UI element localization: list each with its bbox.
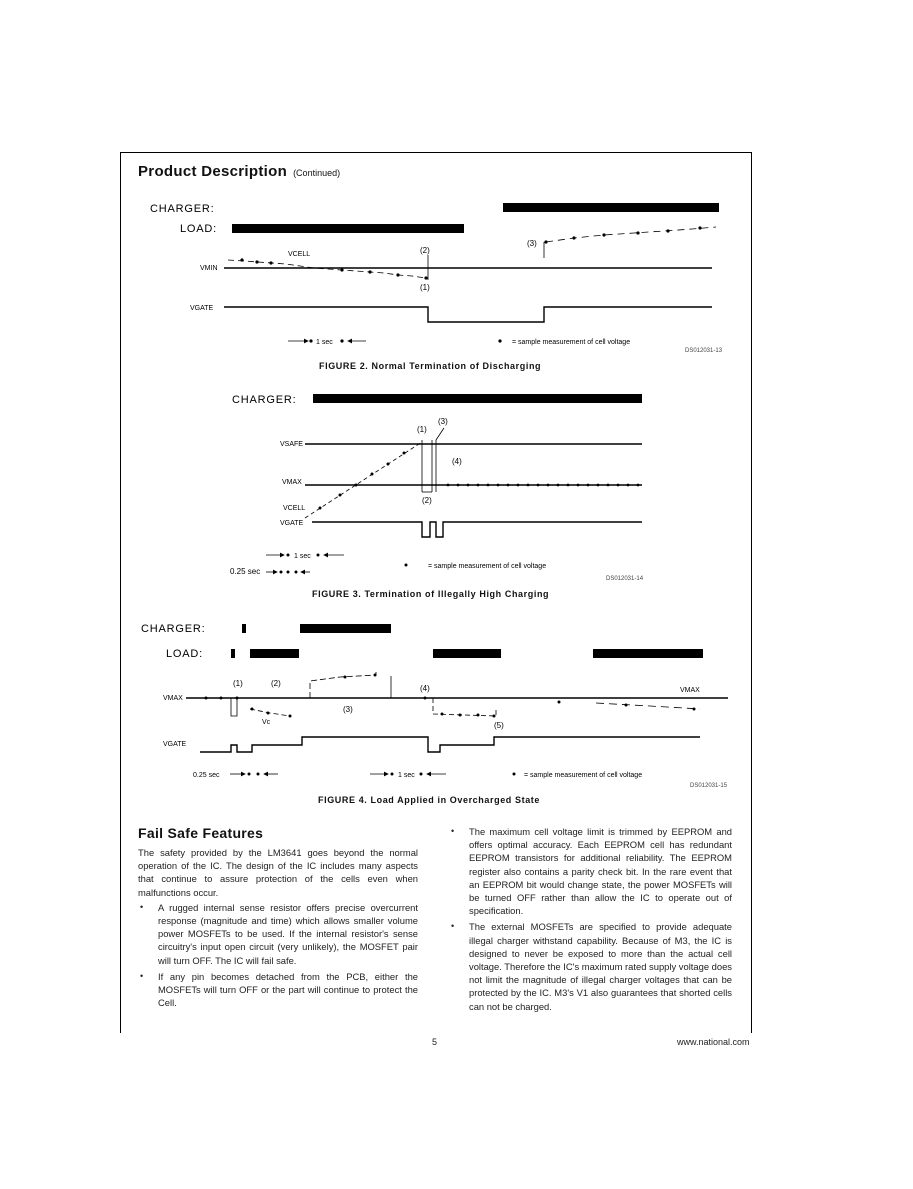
- fail-safe-right-column: [449, 825, 732, 1016]
- fig2-rise-trace: [546, 227, 716, 242]
- fig3-timing-top: 1 sec: [294, 553, 311, 560]
- fig3-charger-label: CHARGER:: [232, 394, 297, 406]
- fig4-dip-trace: [250, 709, 290, 716]
- fig2-marker-1: (1): [420, 283, 430, 292]
- fig3-vmax-label: VMAX: [282, 479, 302, 486]
- figure-3: [230, 394, 644, 582]
- fig3-charger-bar: [313, 394, 642, 403]
- footer-url[interactable]: www.national.com: [677, 1037, 750, 1047]
- bullet-item: • The external MOSFETs are specified to provide adequate illegal charger withstand capability. Because of M3, the IC is designed to never be exposed to more than the actual cell voltage. Therefore the IC's maximum rated supply voltage does not limit the magnitude of illegal charger voltages that can be protected by the IC. M3's V1 also guarantees that shorted cells can not be charged.: [451, 921, 732, 1012]
- fig2-marker-2: (2): [420, 246, 430, 255]
- fig4-vmax-label: VMAX: [163, 695, 183, 702]
- fig4-charger-label: CHARGER:: [141, 623, 206, 635]
- fig4-load-bar-4: [593, 649, 703, 658]
- fig4-marker-5: (5): [494, 721, 504, 730]
- fig3-vgate-label: VGATE: [280, 520, 304, 527]
- header-title: Product Description: [138, 163, 288, 180]
- fig4-vc-label: Vc: [262, 719, 271, 726]
- fig4-code: DS012031-15: [690, 783, 728, 789]
- fail-safe-intro: The safety provided by the LM3641 goes beyond the normal operation of the IC. The design of the IC includes many aspects that continue to assure protection of the cells even when malfunctions occur.: [138, 847, 418, 898]
- fig4-legend-dot: [513, 773, 516, 776]
- fig3-marker-4: (4): [452, 457, 462, 466]
- fig2-vcell-label: VCELL: [288, 251, 311, 258]
- fig4-marker-2: (2): [271, 679, 281, 688]
- fig3-marker-2: (2): [422, 496, 432, 505]
- fail-safe-left-bullets: [138, 901, 418, 1010]
- fig4-vgate-label: VGATE: [163, 741, 187, 748]
- figure-2-caption: FIGURE 2. Normal Termination of Discharging: [319, 361, 542, 371]
- header-continued: (Continued): [293, 168, 341, 178]
- fig3-vsafe-label: VSAFE: [280, 441, 303, 448]
- figure-4-caption: FIGURE 4. Load Applied in Overcharged State: [318, 795, 541, 805]
- fig4-marker-4: (4): [420, 684, 430, 693]
- bullet-item: • The maximum cell voltage limit is trimmed by EEPROM and offers optimal accuracy. Each EEPROM cell has redundant EEPROM transistors for additional reliability. The EEPROM register also contains a parity check bit. In the rare event that an EEPROM bit would change state, the power MOSFETs will be turned OFF rather than allow the IC to operate out of specification.: [451, 826, 732, 917]
- fig4-vmax-right-label: VMAX: [680, 687, 700, 694]
- fig2-load-label: LOAD:: [180, 223, 218, 235]
- fig2-load-bar: [232, 224, 464, 233]
- figure-2: [150, 203, 723, 354]
- fail-safe-left-column: [138, 846, 418, 1012]
- fig2-vgate-trace: [224, 307, 712, 322]
- fail-safe-title: Fail Safe Features: [138, 825, 264, 841]
- fig4-timing-mid: 1 sec: [398, 772, 415, 779]
- fig3-legend: = sample measurement of cell voltage: [428, 563, 547, 570]
- fig4-load-bar-1: [231, 649, 235, 658]
- fig4-marker-1: (1): [233, 679, 243, 688]
- fig2-vgate-label: VGATE: [190, 305, 214, 312]
- fig2-legend: = sample measurement of cell voltage: [512, 339, 631, 346]
- fig4-final-trace: [596, 703, 700, 709]
- fig4-marker-3: (3): [343, 705, 353, 714]
- fig4-legend: = sample measurement of cell voltage: [524, 772, 643, 779]
- fig3-vgate-trace: [312, 522, 642, 537]
- fig2-charger-bar: [503, 203, 719, 212]
- fig4-load-label: LOAD:: [166, 648, 204, 660]
- fig4-dip-1: [231, 698, 237, 716]
- figure-4: [141, 623, 728, 789]
- fig2-timing-label: 1 sec: [316, 339, 333, 346]
- bullet-item: • If any pin becomes detached from the PCB, either the MOSFETs will turn OFF or the part will continue to protect the Cell.: [140, 970, 418, 1009]
- bullet-item: • A rugged internal sense resistor offers precise overcurrent response (magnitude and time) which allows smaller volume power MOSFETs to be used. If the internal resistor's sense circuitry's input open circuit (very unlikely), the MOSFET pair will turn OFF. The IC will fail safe.: [140, 901, 418, 966]
- fig2-marker-3: (3): [527, 239, 537, 248]
- figure-3-caption: FIGURE 3. Termination of Illegally High Charging: [312, 589, 550, 599]
- fig4-load-bar-2: [250, 649, 299, 658]
- fail-safe-right-bullets: [449, 825, 732, 1013]
- fig2-code: DS012031-13: [685, 348, 723, 354]
- fig4-vgate-trace: [200, 737, 700, 752]
- fig4-load-bar-3: [433, 649, 501, 658]
- fig2-vmin-label: VMIN: [200, 265, 218, 272]
- fig2-samples: [240, 258, 427, 279]
- fig3-timing-bottom: 0.25 sec: [230, 567, 261, 576]
- fig3-legend-dot: [405, 564, 408, 567]
- fig4-timing-left: 0.25 sec: [193, 772, 220, 779]
- fig3-code: DS012031-14: [606, 576, 644, 582]
- fig2-legend-dot: [498, 339, 501, 342]
- fig4-charger-bar-1: [242, 624, 246, 633]
- fig2-charger-label: CHARGER:: [150, 203, 215, 215]
- page-number: 5: [432, 1037, 438, 1047]
- fig4-overcharge-trace: [310, 672, 376, 698]
- fig3-marker-1: (1): [417, 425, 427, 434]
- fig3-vcell-label: VCELL: [283, 505, 306, 512]
- fig3-marker-slope: [436, 428, 444, 440]
- fig3-marker-3: (3): [438, 417, 448, 426]
- fig4-charger-bar-2: [300, 624, 391, 633]
- fig2-rise-samples: [544, 226, 701, 243]
